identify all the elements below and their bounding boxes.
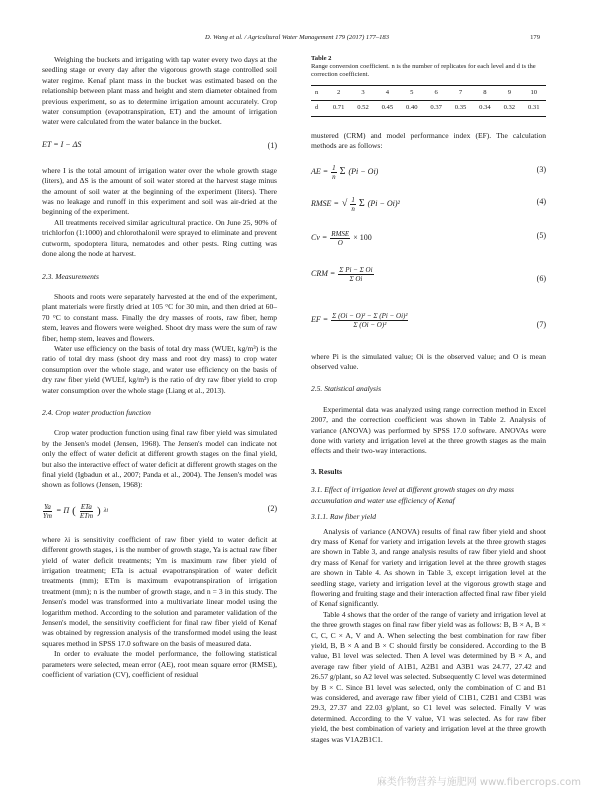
equation-number: (6) <box>536 273 546 283</box>
running-header <box>55 34 540 46</box>
range-coefficient-table <box>311 85 546 117</box>
table-cell: 0.35 <box>448 101 472 116</box>
denominator: n <box>332 172 336 181</box>
equation-body: ET = I − ΔS <box>42 139 82 149</box>
equation-3 <box>311 162 546 184</box>
table-cell: 2 <box>326 86 350 101</box>
denominator: ETm <box>79 511 94 520</box>
equation-number: (1) <box>267 140 277 150</box>
equation-4 <box>311 194 546 218</box>
equation-lhs: Cv = <box>311 232 328 242</box>
paragraph: mustered (CRM) and model performance index (EF). The calculation methods are as follows: <box>311 130 546 151</box>
table-cell: 8 <box>473 86 497 101</box>
numerator: 1 <box>332 163 336 172</box>
product-operator: = Π <box>55 506 70 516</box>
numerator: RMSE <box>331 229 350 238</box>
table-cell: 0.40 <box>400 101 424 116</box>
fraction <box>338 266 373 283</box>
equation-number: (3) <box>536 164 546 174</box>
table-cell: 4 <box>375 86 399 101</box>
denominator: Σ Oi <box>349 274 363 283</box>
denominator: O <box>337 238 343 247</box>
equation-lhs: EF = <box>311 314 329 324</box>
equation-body <box>311 164 378 181</box>
paragraph: All treatments received similar agricultural practice. On June 25, 90% of trichlorfon (1:1000) and chlorothalonil were sprayed to eliminate and prevent cutworm, spodoptera litura, nematodes and other pests. Ring cutting was done along the node at harvest. <box>42 217 277 259</box>
numerator: ETa <box>80 502 92 511</box>
left-paren: ( <box>72 505 76 518</box>
fraction <box>330 230 350 247</box>
table-cell: 3 <box>351 86 375 101</box>
paragraph: Experimental data was analyzed using range correction method in Excel 2007, and the correction coefficient was shown in Table 2. Analysis of variance (ANOVA) was performed by SPSS 17.0 software. ANOVAs were done with variety and irrigation level at the three growth stages as the main effects and their two-way interactions. <box>311 404 546 456</box>
journal-citation: D. Wang et al. / Agricultural Water Management 179 (2017) 177–183 <box>205 34 390 41</box>
equation-body <box>311 266 374 283</box>
table-cell: n <box>311 86 326 101</box>
exponent: λi <box>103 508 108 515</box>
equation-number: (4) <box>536 196 546 206</box>
fraction <box>331 164 337 181</box>
subsection-heading: 3.1. Effect of irrigation level at different growth stages on dry mass accumulation and water use efficiency of Kenaf <box>311 485 514 505</box>
equation-body <box>42 503 108 520</box>
equation-term: × 100 <box>353 232 372 242</box>
section-heading: 3. Results <box>311 466 343 476</box>
equation-term: (Pi − Oi) <box>348 166 379 176</box>
table-cell: 0.52 <box>351 101 375 116</box>
fraction <box>42 503 53 520</box>
paragraph: Shoots and roots were separately harvested at the end of the experiment, plant materials were firstly dried at 105 °C for 30 min, and then dried at 60–70 °C to constant mass. Finally the dry masses of roots, raw fiber, hemp stem, leaves and flowers were weighed. Shoot dry mass were the sum of raw fiber, hemp stem, leaves and flowers. <box>42 291 277 343</box>
table-title: Table 2 <box>311 55 332 62</box>
denominator: Σ (Oi − O)² <box>353 320 387 329</box>
table-cell: 0.32 <box>497 101 521 116</box>
sqrt-symbol: √ <box>341 197 348 209</box>
sum-symbol: Σ <box>358 197 365 209</box>
table-cell: 0.37 <box>424 101 448 116</box>
equation-2 <box>42 501 277 525</box>
paragraph: Table 4 shows that the order of the range of variety and irrigation level at the three growth stages on final raw fiber yield was as follows: B, B × A, B × C, C, C × A, V and A. When selecting the best combination for raw fiber yield, B, B × A and B × C should firstly be considered. According to the B value, B1 level was selected. Then A level was determined by B × A, and average raw fiber yield of A1B1, A2B1 and A3B1 was 24.77, 27.42 and 26.57 g/plant, so A2 level was selected. Subsequently C level was determined by B × C. Since B1 level was selected, only the combination of C and B1 was considered, and average raw fiber yield of C1B1, C2B1 and C3B1 was 29.3, 27.37 and 22.03 g/plant, so C1 level was selected. Finally V was determined. According to the V value, V1 was selected. As for raw fiber yield, the best combination of variety and irrigation level at the three growth stages was V1A2B1C1. <box>311 609 546 744</box>
section-heading: 2.3. Measurements <box>42 271 99 281</box>
fraction <box>79 503 94 520</box>
denominator: n <box>351 204 355 213</box>
denominator: Ym <box>43 511 52 520</box>
section-heading: 2.5. Statistical analysis <box>311 384 382 394</box>
table-cell: 7 <box>448 86 472 101</box>
equation-lhs: AE = <box>311 166 329 176</box>
equation-body <box>311 196 400 213</box>
paragraph: Weighing the buckets and irrigating with tap water every two days at the seedling stage or every day after the vigorous growth stage controlled soil water regime. Kenaf plant mass in the bucket was estimated based on the relationship between plant mass and height and stem diameter obtained from previous experiment, so as to determine irrigation amount accurately. Crop water consumption (evapotranspiration, ET) and the amount of irrigation water were calculated from the water balance in the bucket. <box>42 55 277 127</box>
numerator: Σ Pi − Σ Oi <box>339 265 373 274</box>
paragraph: Crop water production function using final raw fiber yield was simulated by the Jensen's model (Jensen, 1968). The Jensen's model can indicate not only the effect of water deficit at different growth stages on the final yield, but also the interactive effect of water deficit at different growth stages on the final yield (Igbadun et al., 2007; Panda et al., 2004). The Jensen's model was shown as follows (Jensen, 1968): <box>42 428 277 490</box>
table-caption-text: Range conversion coefficient. n is the number of replicates for each level and d is the correction coefficient. <box>311 63 536 78</box>
paragraph: where λi is sensitivity coefficient of raw fiber yield to water deficit at different growth stages, i is the number of growth stage, Ya is actual raw fiber yield of water deficit treatments; Ym is maximum raw fiber yield of irrigation treatment; ETa is actual evapotranspiration of water deficit treatments (mm); ETm is maximum evapotranspiration of irrigation treatment (mm); n is the number of growth stage, and n = 3 in this study. The Jensen's model was transformed into a multivariate linear model using the logarithm method. According to the solution and parameter validation of the Jensen's model, the sensitivity coefficient for final raw fiber yield of Kenaf was obtained by regression analysis of the transformed model using the least squares method in SPSS 17.0 software on the basis of measured data. <box>42 534 277 648</box>
equation-body <box>311 312 408 329</box>
fraction <box>350 196 356 213</box>
equation-number: (7) <box>536 319 546 329</box>
table-cell: d <box>311 101 326 116</box>
right-paren: ) <box>97 505 101 518</box>
paragraph: In order to evaluate the model performance, the following statistical parameters were selected, mean error (AE), root mean square error (RMSE), coefficient of variation (CV), coefficient of residual <box>42 649 277 680</box>
equation-lhs: CRM = <box>311 268 336 278</box>
table-cell: 9 <box>497 86 521 101</box>
sum-symbol: Σ <box>339 165 346 177</box>
paragraph: Water use efficiency on the basis of total dry mass (WUEt, kg/m³) is the ratio of total dry mass (shoot dry mass and root dry mass) to crop water consumption over the whole stage, and water use efficiency on the basis of dry raw fiber yield (WUEf, kg/m³) is the ratio of dry raw fiber yield to crop water consumption over the whole stage (Liang et al., 2013). <box>42 343 277 395</box>
equation-body <box>311 230 372 247</box>
equation-5 <box>311 228 546 250</box>
table-cell: 0.31 <box>522 101 546 116</box>
numerator: 1 <box>351 195 355 204</box>
table-row <box>311 86 546 101</box>
numerator: Σ (Oi − O)² − Σ (Pi − Oi)² <box>332 311 408 320</box>
table-cell: 6 <box>424 86 448 101</box>
equation-7 <box>311 306 546 342</box>
section-heading: 2.4. Crop water production function <box>42 407 151 417</box>
paragraph: Analysis of variance (ANOVA) results of final raw fiber yield and shoot dry mass of Kenaf for variety and irrigation levels at the three growth stages are shown in Table 3, and range analysis results of raw fiber yield and shoot dry mass of Kenaf for variety and irrigation level at the three growth stages are shown in Table 4. As shown in Table 3, except irrigation level at the seedling stage, variety and irrigation level at the vigorous growth stage and flowering and fruiting stage and their interaction affected final raw fiber yield of Kenaf significantly. <box>311 526 546 609</box>
right-column <box>311 55 546 745</box>
table-cell: 0.45 <box>375 101 399 116</box>
watermark: 麻类作物营养与施肥网 www.fibercrops.com <box>376 777 581 788</box>
equation-6 <box>311 260 546 296</box>
paragraph: where Pi is the simulated value; Oi is the observed value; and O is mean observed value. <box>311 351 546 372</box>
equation-number: (5) <box>536 230 546 240</box>
table-cell: 0.34 <box>473 101 497 116</box>
equation-term: (Pi − Oi)² <box>367 198 400 208</box>
table-caption <box>311 55 546 79</box>
left-column <box>42 55 277 681</box>
table-cell: 0.71 <box>326 101 350 116</box>
fraction <box>331 312 408 329</box>
subsubsection-heading: 3.1.1. Raw fiber yield <box>311 512 376 522</box>
table-cell: 10 <box>522 86 546 101</box>
table-cell: 5 <box>400 86 424 101</box>
paragraph: where I is the total amount of irrigation water over the whole growth stage (liters), and ΔS is the amount of soil water stored at the harvest stage minus the amount of soil water at the beginning of the experiment (liters). There was no leakage and runoff in this experiment and soil was air-dried at the beginning of the experiment. <box>42 165 277 217</box>
table-row <box>311 101 546 116</box>
page-number: 179 <box>530 34 540 41</box>
equation-lhs: RMSE = <box>311 198 339 208</box>
equation-1 <box>42 138 277 156</box>
numerator: Ya <box>44 502 51 511</box>
equation-number: (2) <box>267 503 277 513</box>
